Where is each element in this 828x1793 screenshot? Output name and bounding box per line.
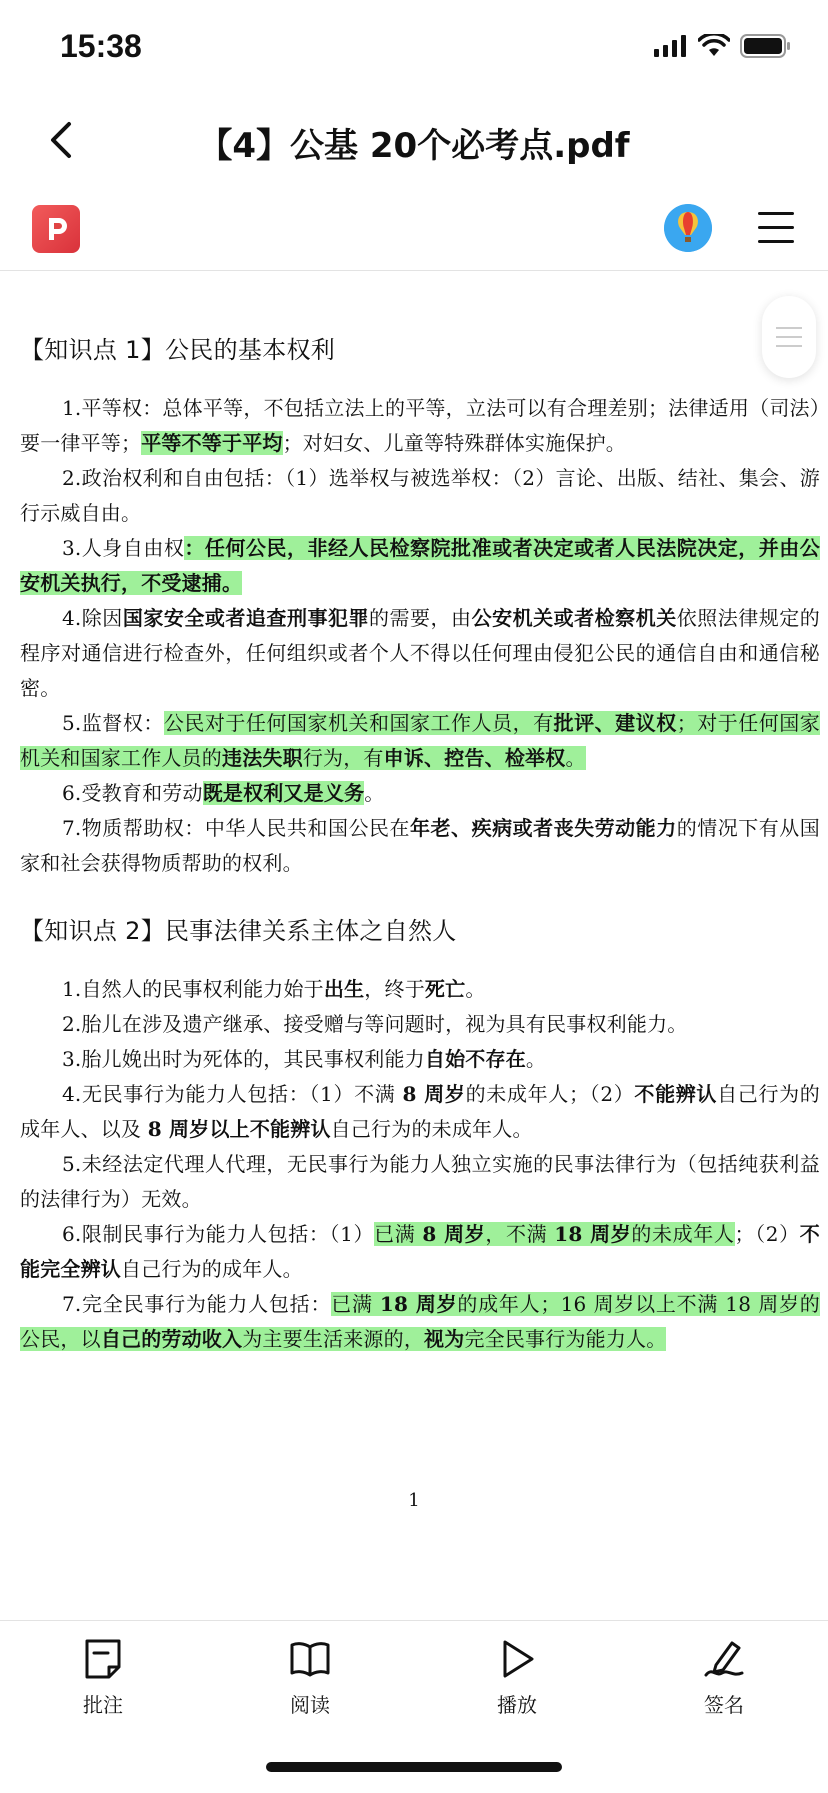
tab-label: 阅读 <box>290 1693 330 1717</box>
paragraph: 6.受教育和劳动既是权利又是义务。 <box>62 781 385 805</box>
paragraph: 5.未经法定代理人代理，无民事行为能力人独立实施的民事法律行为（包括纯获利益的法律行为）无效。 <box>20 1152 820 1211</box>
avatar[interactable] <box>664 204 712 252</box>
pdf-page-content <box>20 300 820 1357</box>
tab-read[interactable] <box>250 1637 370 1718</box>
tab-play[interactable] <box>457 1637 577 1718</box>
paragraph: 1.自然人的民事权利能力始于出生，终于死亡。 <box>62 977 486 1001</box>
status-time: 15:38 <box>60 28 142 64</box>
tab-signature[interactable] <box>664 1637 784 1718</box>
app-logo-icon[interactable] <box>32 205 80 253</box>
section-title: 【知识点 1】公民的基本权利 <box>20 336 336 364</box>
hamburger-menu-icon <box>754 206 798 250</box>
tab-label: 签名 <box>704 1693 744 1717</box>
status-bar <box>0 0 828 100</box>
toolbar <box>0 190 828 271</box>
paragraph: 2.政治权利和自由包括：（1）选举权与被选举权：（2）言论、出版、结社、集会、游行示威自由。 <box>20 466 820 525</box>
paragraph: 3.人身自由权：任何公民，非经人民检察院批准或者决定或者人民法院决定，并由公安机关执行，不受逮捕。 <box>20 536 821 595</box>
cellular-signal-icon <box>654 35 688 57</box>
tab-label: 播放 <box>497 1693 537 1717</box>
paragraph: 6.限制民事行为能力人包括：（1）已满 8 周岁，不满 18 周岁的未成年人；（2）不能完全辨认自己行为的成年人。 <box>20 1222 820 1281</box>
document-title: 【4】公基 20个必考点.pdf <box>198 126 630 166</box>
paragraph: 5.监督权：公民对于任何国家机关和国家工作人员，有批评、建议权；对于任何国家机关和国家工作人员的违法失职行为，有申诉、控告、检举权。 <box>20 711 820 770</box>
book-icon <box>288 1637 332 1681</box>
paragraph: 7.完全民事行为能力人包括：已满 18 周岁的成年人；16 周岁以上不满 18 周岁的公民，以自己的劳动收入为主要生活来源的，视为完全民事行为能力人。 <box>20 1292 821 1351</box>
paragraph: 7.物质帮助权：中华人民共和国公民在年老、疾病或者丧失劳动能力的情况下有从国家和社会获得物质帮助的权利。 <box>20 816 821 875</box>
home-indicator <box>266 1762 562 1772</box>
annotate-icon <box>81 1637 125 1681</box>
tab-annotate[interactable] <box>43 1637 163 1718</box>
paragraph: 4.无民事行为能力人包括：（1）不满 8 周岁的未成年人；（2）不能辨认自己行为的成年人、以及 8 周岁以上不能辨认自己行为的未成年人。 <box>20 1082 821 1141</box>
signature-icon <box>702 1637 746 1681</box>
status-icons <box>654 34 792 58</box>
nav-bar <box>0 100 828 180</box>
menu-button[interactable] <box>754 206 798 250</box>
hot-air-balloon-icon <box>664 204 712 252</box>
play-icon <box>495 1637 539 1681</box>
paragraph: 2.胎儿在涉及遗产继承、接受赠与等问题时，视为具有民事权利能力。 <box>62 1012 688 1036</box>
tab-label: 批注 <box>83 1693 123 1717</box>
page-number: 1 <box>408 1490 420 1511</box>
paragraph: 4.除因国家安全或者追查刑事犯罪的需要，由公安机关或者检察机关依照法律规定的程序对通信进行检查外，任何组织或者个人不得以任何理由侵犯公民的通信自由和通信秘密。 <box>20 606 821 700</box>
paragraph: 3.胎儿娩出时为死体的，其民事权利能力自始不存在。 <box>62 1047 547 1071</box>
battery-icon <box>740 34 792 58</box>
wifi-icon <box>698 34 730 58</box>
section-title: 【知识点 2】民事法律关系主体之自然人 <box>20 917 457 945</box>
paragraph: 1.平等权：总体平等，不包括立法上的平等，立法可以有合理差别；法律适用（司法）要一律平等；平等不等于平均；对妇女、儿童等特殊群体实施保护。 <box>20 396 820 455</box>
